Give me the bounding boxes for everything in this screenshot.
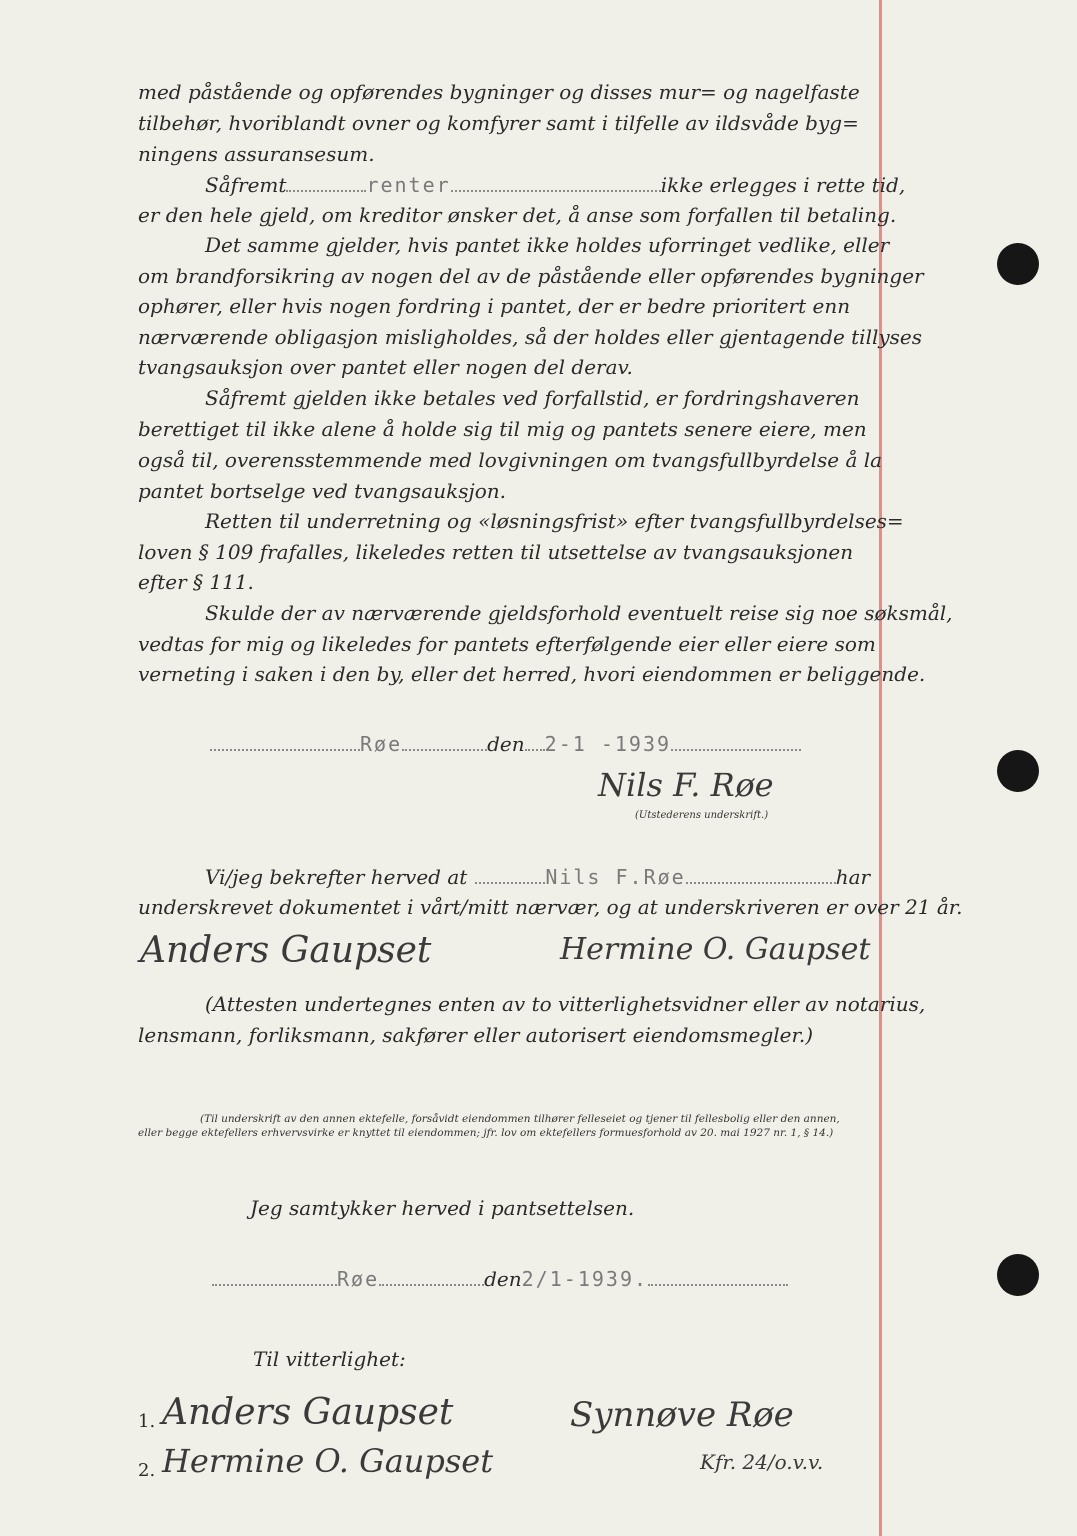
confirm-text: Vi/jeg bekrefter herved at: [205, 865, 468, 889]
text-line: loven § 109 frafalles, likeledes retten til utsettelse av tvangsauksjonen: [138, 540, 854, 564]
confirm-text: har: [835, 865, 871, 889]
text-line: ophører, eller hvis nogen fordring i pantet, der er bedre prioritert enn: [138, 294, 851, 318]
dotted-fill: [402, 731, 487, 751]
text-line: tvangsauksjon over pantet eller nogen del derav.: [138, 355, 633, 379]
dotted-fill: [475, 864, 545, 884]
footnote-line: (Til underskrift av den annen ektefelle, forsåvidt eiendommen tilhører felleseiet og tjener til fellesbolig eller den annen,: [200, 1113, 840, 1125]
text-line: (Attesten undertegnes enten av to vitterlighetsvidner eller av notarius,: [205, 992, 926, 1016]
signature-note: Kfr. 24/o.v.v.: [700, 1450, 824, 1474]
text-line: med påstående og opførendes bygninger og disses mur= og nagelfaste: [138, 80, 860, 104]
date-value: 2-1 -1939: [544, 732, 672, 756]
dotted-fill: [210, 731, 360, 751]
punch-hole-top: [997, 243, 1039, 285]
dotted-fill: [379, 1266, 484, 1286]
text-line: er den hele gjeld, om kreditor ønsker det, å anse som forfallen til betaling.: [138, 203, 897, 227]
den-label: den: [484, 1267, 522, 1291]
place-date-line: [212, 1266, 788, 1291]
den-label: den: [487, 732, 525, 756]
margin-line: [879, 0, 882, 1536]
text-line: berettiget til ikke alene å holde sig til mig og pantets senere eiere, men: [138, 417, 867, 441]
signature-caption: (Utstederens underskrift.): [635, 810, 769, 821]
text-fragment: ikke erlegges i rette tid,: [660, 173, 906, 197]
text-line: om brandforsikring av nogen del av de påstående eller opførendes bygninger: [138, 264, 924, 288]
text-line: vedtas for mig og likeledes for pantets efterfølgende eier eller eiere som: [138, 632, 876, 656]
text-line: efter § 111.: [138, 570, 254, 594]
dotted-fill: [686, 864, 836, 884]
issuer-signature: Nils F. Røe: [598, 766, 774, 804]
text-line: pantet bortselge ved tvangsauksjon.: [138, 479, 506, 503]
confirm-line: [205, 864, 870, 889]
confirm-name: Nils F.Røe: [545, 865, 686, 889]
text-line: Såfremt gjelden ikke betales ved forfallstid, er fordringshaveren: [205, 386, 860, 410]
text-line: Skulde der av nærværende gjeldsforhold eventuelt reise sig noe søksmål,: [205, 601, 953, 625]
text-fragment: Såfremt: [205, 173, 287, 197]
footnote-line: eller begge ektefellers erhvervsvirke er knyttet til eiendommen; jfr. lov om ektefellers formuesforhold av 20. mai 1927 nr. 1, § 14.): [138, 1127, 834, 1139]
text-line: ningens assuransesum.: [138, 142, 375, 166]
dotted-fill: [671, 731, 801, 751]
text-line: underskrevet dokumentet i vårt/mitt nærvær, og at underskriveren er over 21 år.: [138, 895, 963, 919]
text-line: Retten til underretning og «løsningsfrist» efter tvangsfullbyrdelses=: [205, 509, 904, 533]
witness-number: 2.: [138, 1460, 156, 1481]
text-line: nærværende obligasjon misligholdes, så der holdes eller gjentagende tillyses: [138, 325, 923, 349]
text-line: også til, overensstemmende med lovgivningen om tvangsfullbyrdelse å la: [138, 448, 883, 472]
witness-2-signature: Hermine O. Gaupset: [162, 1442, 494, 1480]
consent-signature: Synnøve Røe: [570, 1395, 794, 1435]
punch-hole-middle: [997, 750, 1039, 792]
witness-signature: Hermine O. Gaupset: [560, 932, 871, 967]
date-value: 2/1-1939.: [521, 1267, 649, 1291]
place-value: Røe: [360, 732, 403, 756]
dotted-fill: [451, 172, 661, 192]
vitterlighet-heading: Til vitterlighet:: [253, 1347, 406, 1371]
place-date-line: [210, 731, 801, 756]
punch-hole-bottom: [997, 1254, 1039, 1296]
text-line: Det samme gjelder, hvis pantet ikke holdes uforringet vedlike, eller: [205, 233, 890, 257]
dotted-fill: [286, 172, 366, 192]
dotted-fill: [212, 1266, 337, 1286]
place-value: Røe: [337, 1267, 380, 1291]
witness-signature: Anders Gaupset: [140, 930, 432, 971]
witness-number: 1.: [138, 1411, 156, 1432]
dotted-fill: [525, 731, 545, 751]
text-line-with-fill: [205, 172, 905, 197]
typed-fill-value: renter: [366, 173, 451, 197]
text-line: verneting i saken i den by, eller det herred, hvori eiendommen er beliggende.: [138, 662, 926, 686]
text-line: lensmann, forliksmann, sakfører eller autorisert eiendomsmegler.): [138, 1023, 814, 1047]
consent-text: Jeg samtykker herved i pantsettelsen.: [250, 1196, 635, 1220]
dotted-fill: [648, 1266, 788, 1286]
text-line: tilbehør, hvoriblandt ovner og komfyrer samt i tilfelle av ildsvåde byg=: [138, 111, 859, 135]
witness-1-signature: Anders Gaupset: [162, 1392, 454, 1433]
